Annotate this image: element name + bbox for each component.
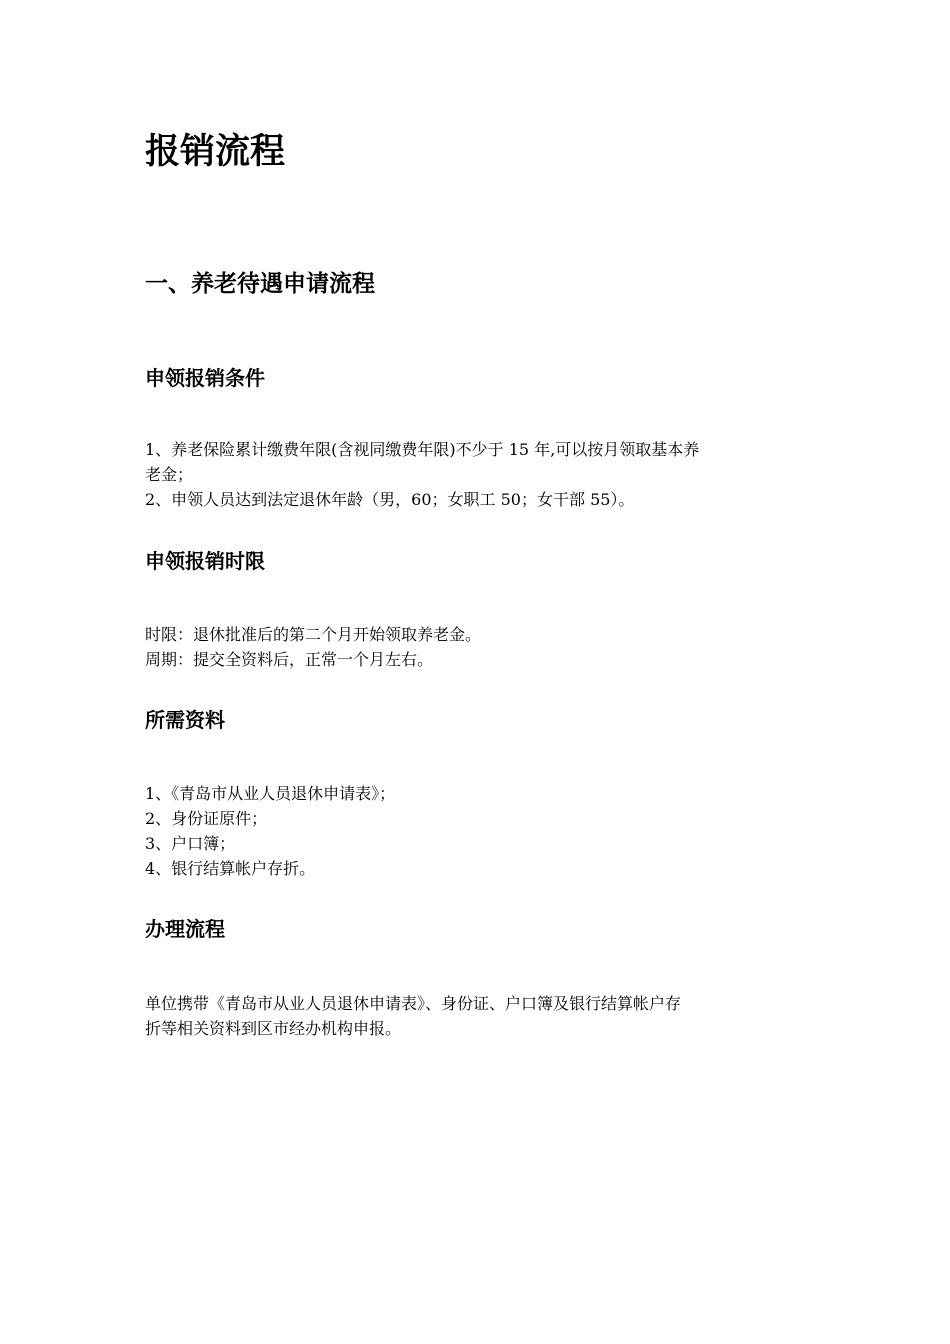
procedure-line: 单位携带《青岛市从业人员退休申请表》、身份证、户口簿及银行结算帐户存 (145, 994, 682, 1013)
procedure-heading: 办理流程 (145, 917, 225, 941)
time-limit-line: 时限：退休批准后的第二个月开始领取养老金。 (145, 625, 482, 644)
materials-item: 2、身份证原件； (145, 809, 268, 828)
materials-item: 1、《青岛市从业人员退休申请表》； (145, 784, 396, 803)
conditions-heading: 申领报销条件 (145, 366, 265, 390)
time-limit-heading: 申领报销时限 (145, 549, 265, 573)
time-limit-line: 周期：提交全资料后，正常一个月左右。 (145, 650, 434, 669)
conditions-line: 1、养老保险累计缴费年限(含视同缴费年限)不少于 15 年,可以按月领取基本养 (145, 440, 700, 459)
materials-heading: 所需资料 (145, 708, 225, 732)
materials-item: 4、银行结算帐户存折。 (145, 859, 316, 878)
procedure-line: 折等相关资料到区市经办机构申报。 (145, 1019, 402, 1038)
conditions-line: 2、申领人员达到法定退休年龄（男，60；女职工 50；女干部 55）。 (145, 490, 635, 509)
section-title: 一、养老待遇申请流程 (145, 271, 375, 297)
document-title: 报销流程 (145, 132, 286, 172)
conditions-line: 老金； (145, 465, 194, 484)
materials-item: 3、户口簿； (145, 834, 236, 853)
